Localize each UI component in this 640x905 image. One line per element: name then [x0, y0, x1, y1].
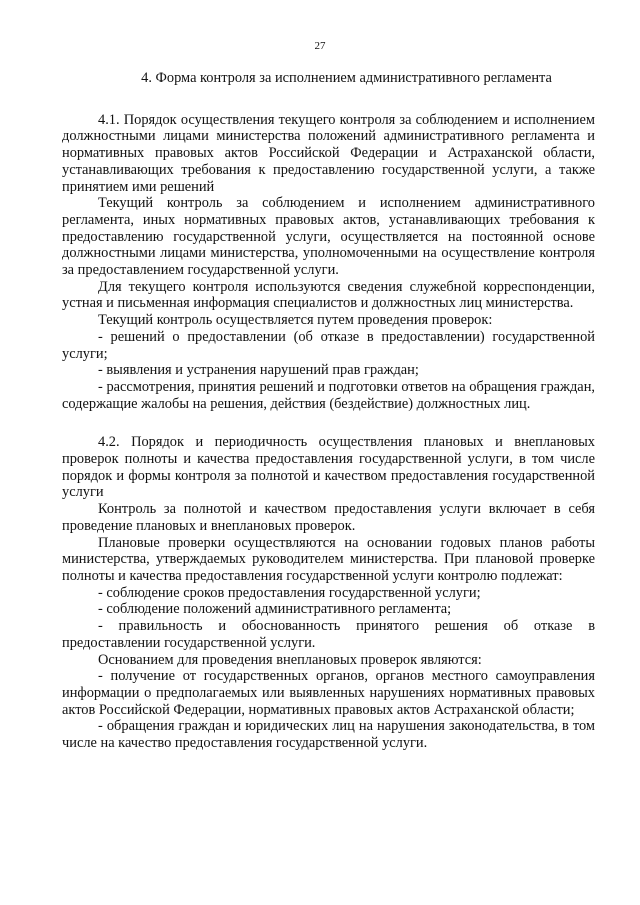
paragraph: Контроль за полнотой и качеством предоставления услуги включает в себя проведение плановых и внеплановых проверок.	[62, 501, 595, 534]
list-item: - решений о предоставлении (об отказе в предоставлении) государственной услуги;	[62, 328, 595, 362]
paragraph: Текущий контроль осуществляется путем проведения проверок:	[98, 312, 493, 329]
document-body	[62, 70, 595, 752]
list-item: - выявления и устранения нарушений прав граждан;	[98, 362, 419, 379]
paragraph: Для текущего контроля используются сведения служебной корреспонденции, устная и письменная информация специалистов и должностных лиц министерства.	[62, 278, 595, 312]
page-number: 27	[314, 40, 326, 52]
section-title: 4. Форма контроля за исполнением административного регламента	[141, 70, 552, 86]
list-item: - соблюдение сроков предоставления государственной услуги;	[98, 584, 481, 601]
paragraph: Плановые проверки осуществляются на основании годовых планов работы министерства, утверждаемых руководителем министерства. При плановой проверке полноты и качества предоставления государственной услуги контролю подлежат:	[62, 534, 595, 584]
list-item: - правильность и обоснованность принятого решения об отказе в предоставлении государственной услуги.	[62, 618, 595, 651]
paragraph: Основанием для проведения внеплановых проверок являются:	[98, 651, 482, 668]
subsection-4-1-title: 4.1. Порядок осуществления текущего контроля за соблюдением и исполнением должностными лицами министерства положений административного регламента и нормативных правовых актов Российской Федерации и Астраханской области, устанавливающих требования к предоставлению государственной услуги, а также принятием ими решений	[62, 111, 595, 195]
section-gap	[62, 412, 595, 434]
list-item: - рассмотрения, принятия решений и подготовки ответов на обращения граждан, содержащие жалобы на решения, действия (бездействие) должностных лиц.	[62, 378, 595, 412]
list-item: - обращения граждан и юридических лиц на нарушения законодательства, в том числе на качество предоставления государственной услуги.	[62, 718, 595, 752]
paragraph: Текущий контроль за соблюдением и исполнением административного регламента, иных нормативных правовых актов, устанавливающих требования к предоставлению государственной услуги, осуществляется на постоянной основе должностными лицами министерства, уполномоченными на осуществление контроля за предоставлением государственной услуги.	[62, 195, 595, 279]
list-item: - получение от государственных органов, органов местного самоуправления информации о предполагаемых или выявленных нарушениях нормативных правовых актов Российской Федерации, нормативных правовых актов Астраханской области;	[62, 668, 595, 718]
subsection-4-2-title: 4.2. Порядок и периодичность осуществления плановых и внеплановых проверок полноты и качества предоставления государственной услуги, в том числе порядок и формы контроля за полнотой и качеством предоставления государственной услуги	[62, 434, 595, 501]
list-item: - соблюдение положений административного регламента;	[98, 601, 452, 618]
